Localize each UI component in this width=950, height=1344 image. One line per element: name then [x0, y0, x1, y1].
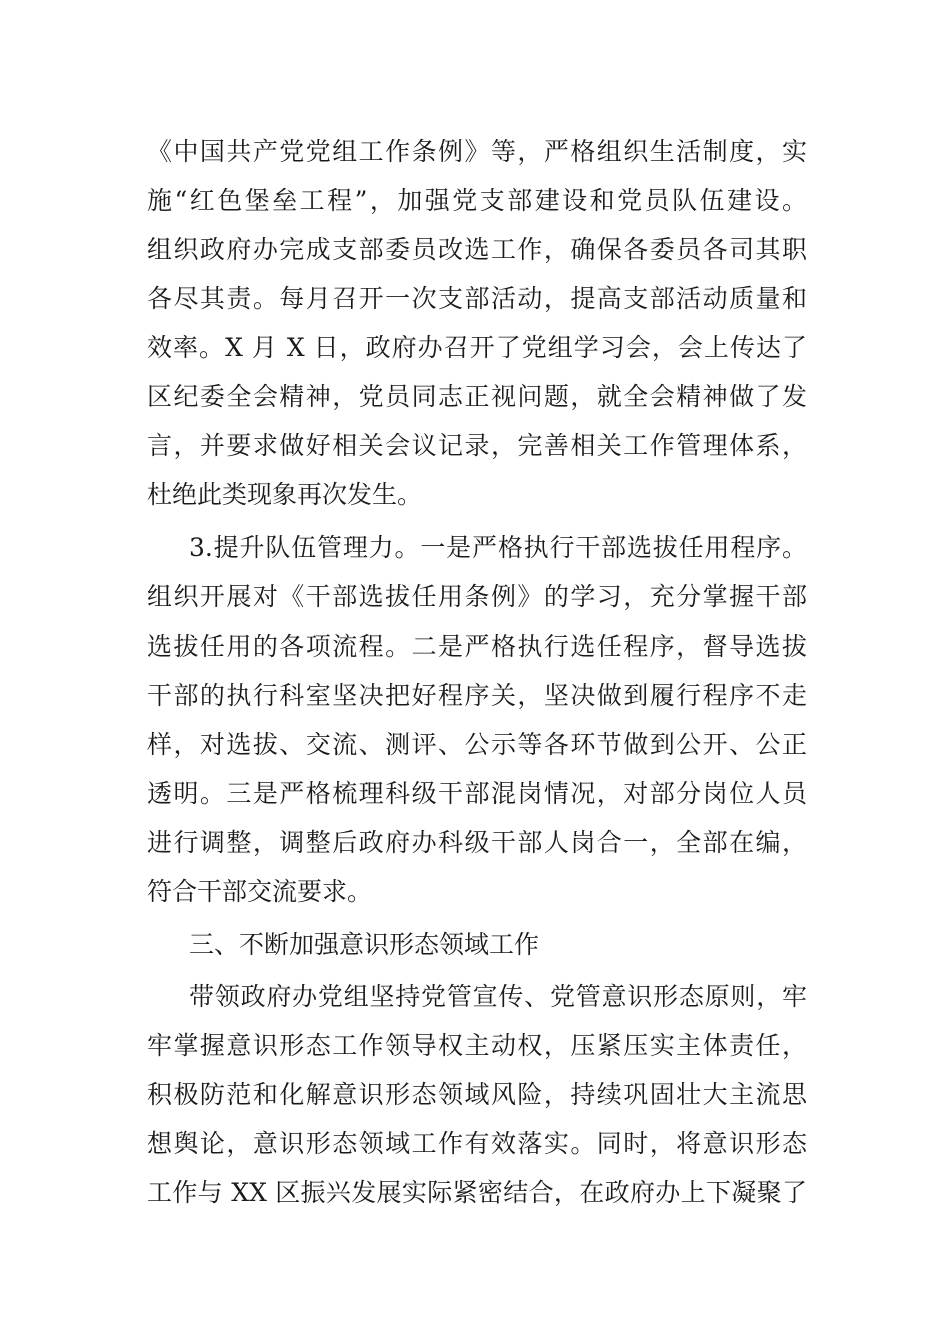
- text-line: 选拔任用的各项流程。二是严格执行选任程序，督导选拔: [147, 632, 807, 661]
- text-line: 透明。三是严格梳理科级干部混岗情况，对部分岗位人员: [147, 779, 807, 808]
- text-line: 样，对选拔、交流、测评、公示等各环节做到公开、公正: [147, 730, 807, 759]
- text-line: 工作与 XX 区振兴发展实际紧密结合，在政府办上下凝聚了: [147, 1178, 807, 1207]
- text-line: 组织开展对《干部选拔任用条例》的学习，充分掌握干部: [147, 582, 807, 611]
- paragraph-start-line: 带领政府办党组坚持党管宣传、党管意识形态原则，牢: [189, 982, 807, 1011]
- text-line: 效率。X 月 X 日，政府办召开了党组学习会，会上传达了: [147, 333, 807, 362]
- text-line: 进行调整，调整后政府办科级干部人岗合一，全部在编，: [147, 828, 807, 857]
- text-line: 符合干部交流要求。: [147, 877, 373, 906]
- text-line: 组织政府办完成支部委员改选工作，确保各委员各司其职: [147, 235, 807, 264]
- paragraph-start-line: 3.提升队伍管理力。一是严格执行干部选拔任用程序。: [189, 533, 807, 562]
- section-heading: 三、不断加强意识形态领域工作: [189, 930, 540, 959]
- text-line: 施“红色堡垒工程”，加强党支部建设和党员队伍建设。: [147, 186, 807, 215]
- text-line: 区纪委全会精神，党员同志正视问题，就全会精神做了发: [147, 382, 807, 411]
- text-line: 各尽其责。每月召开一次支部活动，提高支部活动质量和: [147, 284, 807, 313]
- text-line: 干部的执行科室坚决把好程序关，坚决做到履行程序不走: [147, 681, 807, 710]
- text-line: 《中国共产党党组工作条例》等，严格组织生活制度，实: [147, 137, 807, 166]
- text-line: 牢掌握意识形态工作领导权主动权，压紧压实主体责任，: [147, 1031, 807, 1060]
- text-line: 杜绝此类现象再次发生。: [147, 480, 423, 509]
- text-line: 言，并要求做好相关会议记录，完善相关工作管理体系，: [147, 431, 807, 460]
- text-line: 想舆论，意识形态领域工作有效落实。同时，将意识形态: [147, 1129, 807, 1158]
- text-line: 积极防范和化解意识形态领域风险，持续巩固壮大主流思: [147, 1080, 807, 1109]
